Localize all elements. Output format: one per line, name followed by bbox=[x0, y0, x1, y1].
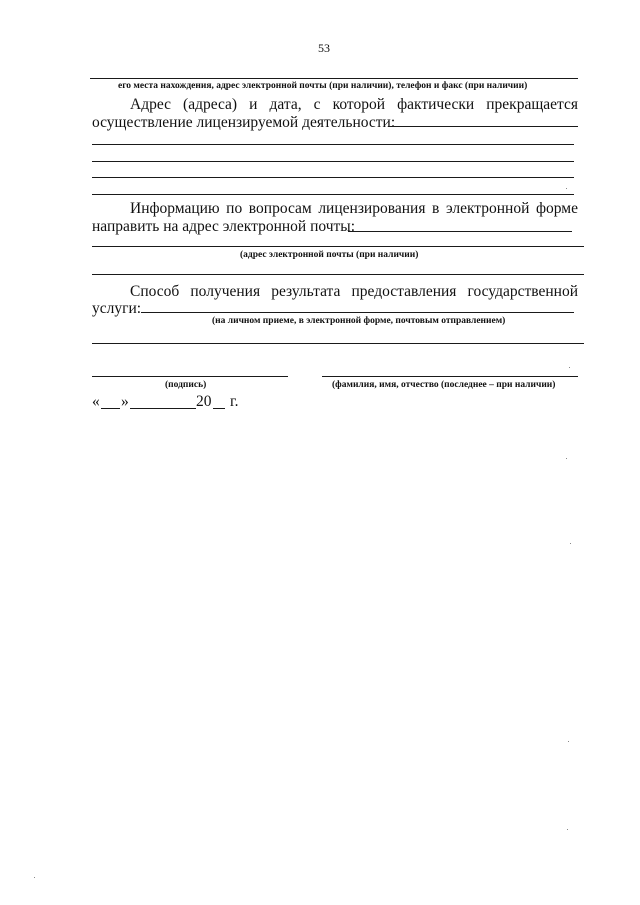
page-number: 53 bbox=[318, 41, 330, 55]
email-text-line1: Информацию по вопросам лицензирования в электронной форме bbox=[130, 200, 578, 217]
date-open-quote: « bbox=[92, 393, 100, 410]
scan-speck bbox=[567, 829, 568, 830]
method-caption: (на личном приеме, в электронной форме, почтовым отправлением) bbox=[212, 316, 506, 326]
date-year-prefix: 20 bbox=[196, 393, 212, 410]
method-field-line2[interactable] bbox=[92, 343, 584, 344]
address-field-line4[interactable] bbox=[92, 177, 574, 178]
date-month-field[interactable] bbox=[130, 408, 196, 409]
header-caption: его места нахождения, адрес электронной почты (при наличии), телефон и факс (при наличии) bbox=[118, 81, 528, 91]
address-text-line1: Адрес (адреса) и дата, с которой фактически прекращается bbox=[130, 96, 578, 113]
method-text-line2: услуги: bbox=[92, 300, 142, 317]
header-rule bbox=[90, 78, 578, 79]
address-text-line2: осуществление лицензируемой деятельности: bbox=[92, 114, 396, 131]
scan-speck bbox=[568, 741, 569, 742]
email-field-line2[interactable] bbox=[92, 246, 584, 247]
address-field-line3[interactable] bbox=[92, 161, 574, 162]
scan-speck bbox=[569, 367, 570, 368]
address-field-line2[interactable] bbox=[92, 144, 574, 145]
date-year-field[interactable] bbox=[213, 408, 225, 409]
scan-speck bbox=[570, 543, 571, 544]
scan-speck bbox=[566, 188, 567, 189]
date-year-suffix: г. bbox=[230, 393, 239, 410]
scan-speck bbox=[566, 458, 567, 459]
signature-caption: (подпись) bbox=[165, 380, 207, 390]
scan-speck bbox=[34, 877, 35, 878]
name-caption: (фамилия, имя, отчество (последнее – при наличии) bbox=[332, 380, 556, 390]
name-field-line[interactable] bbox=[322, 376, 578, 377]
date-day-field[interactable] bbox=[101, 408, 120, 409]
address-field-line5[interactable] bbox=[92, 194, 574, 195]
email-text-line2: направить на адрес электронной почты: bbox=[92, 218, 356, 235]
email-field-line1[interactable] bbox=[348, 231, 572, 232]
date-close-quote: » bbox=[121, 393, 129, 410]
email-caption: (адрес электронной почты (при наличии) bbox=[240, 250, 419, 260]
address-field-line1[interactable] bbox=[388, 126, 578, 127]
method-text-line1: Способ получения результата предоставления государственной bbox=[130, 283, 578, 300]
email-field-line3[interactable] bbox=[92, 274, 584, 275]
method-field-line1[interactable] bbox=[141, 312, 574, 313]
signature-field-line[interactable] bbox=[92, 376, 288, 377]
